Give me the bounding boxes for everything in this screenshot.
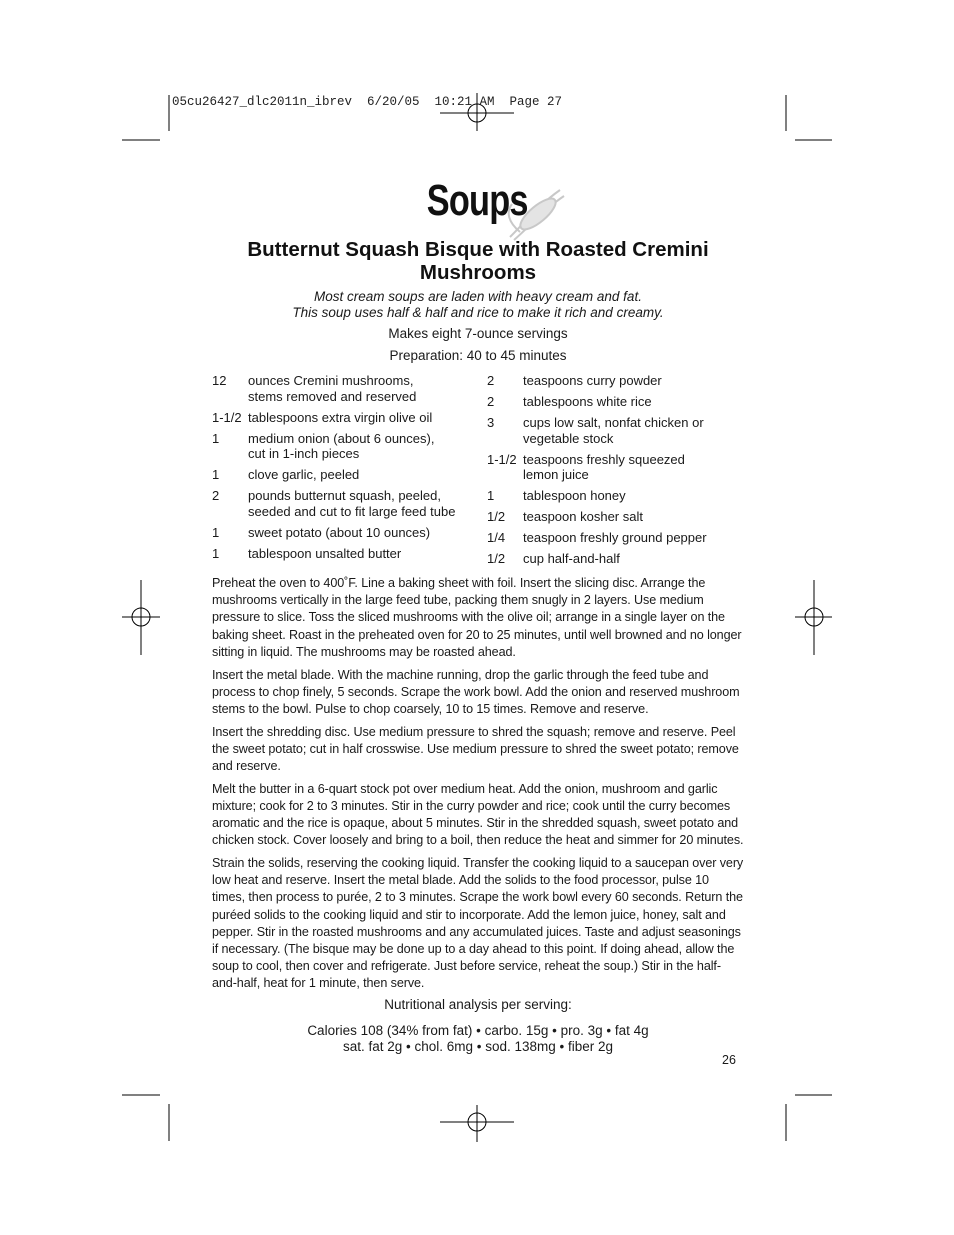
ingredient-text: pounds butternut squash, peeled, — [248, 488, 441, 503]
ingredient-item — [487, 452, 757, 483]
ingredient-item — [212, 546, 482, 562]
recipe-title — [212, 238, 744, 284]
ingredient-text: cut in 1-inch pieces — [248, 446, 360, 461]
instruction-paragraph: Insert the shredding disc. Use medium pressure to shred the squash; remove and reserve. Peel the sweet potato; cut in half crosswise. Use medium pressure to shred the sweet potato; remove and reserve. — [212, 724, 739, 774]
ingredient-qty: 1 — [212, 430, 220, 446]
ingredient-item — [212, 488, 482, 519]
ingredient-qty: 1/2 — [487, 509, 506, 524]
ingredient-qty: 1 — [487, 488, 495, 503]
ingredient-text: seeded and cut to fit large feed tube — [248, 503, 456, 519]
ingredient-text: teaspoons curry powder — [523, 373, 662, 388]
ingredient-item — [487, 530, 757, 546]
registration-mark-icon — [440, 1105, 514, 1142]
recipe-title-line: Mushrooms — [419, 261, 537, 284]
ingredients-left-column — [212, 373, 482, 567]
ingredient-item — [487, 509, 757, 525]
ingredient-item — [212, 431, 482, 462]
registration-mark-icon — [795, 580, 832, 655]
ingredient-qty: 2 — [212, 488, 220, 503]
ingredient-text: tablespoons extra virgin olive oil — [248, 409, 433, 425]
ingredient-text: cups low salt, nonfat chicken or — [523, 415, 704, 430]
recipe-yield: Makes eight 7-ounce servings — [388, 326, 568, 341]
ingredient-item — [212, 373, 482, 404]
instruction-paragraph: Melt the butter in a 6-quart stock pot over medium heat. Add the onion, mushroom and garlic mixture; cook for 2 to 3 minutes. Stir in the curry powder and rice; cook until the curry becomes aromatic and the rice is opaque, about 5 minutes. Stir in the shredded squash, sweet potato and chicken stock. Cover loosely and bring to a boil, then reduce the heat and simmer for 20 minutes. — [212, 781, 744, 848]
ingredient-text: vegetable stock — [523, 430, 614, 446]
ingredient-text: teaspoon freshly ground pepper — [523, 530, 707, 545]
ingredient-text: lemon juice — [523, 467, 589, 482]
page-number: 26 — [722, 1053, 736, 1067]
ingredient-qty: 1-1/2 — [212, 409, 242, 425]
ingredient-text: medium onion (about 6 ounces), — [248, 430, 435, 446]
nutrition-facts — [212, 1023, 744, 1055]
ingredient-qty: 1 — [212, 524, 220, 540]
instruction-paragraph: Strain the solids, reserving the cooking liquid. Transfer the cooking liquid to a saucepan over very low heat and reserve. Insert the metal blade. Add the solids to the food processor, pulse 10 times, then process to purée, 2 to 3 minutes. Scrape the work bowl every 60 seconds. Return the puréed solids to the cooking liquid and stir to incorporate. Add the lemon juice, honey, salt and pepper. Stir in the roasted mushrooms and any accumulated juices. Taste and adjust seasonings if necessary. (The bisque may be done up to a day ahead to this point. If doing ahead, allow the soup to cool, then cover and refrigerate. Just before service, reheat the soup.) Stir in the half-and-half, heat for 1 minute, then serve. — [212, 856, 744, 991]
ingredient-item — [487, 551, 757, 567]
registration-mark-icon — [122, 580, 160, 655]
ingredient-qty: 1 — [212, 545, 220, 561]
ingredient-qty: 1/2 — [487, 551, 506, 566]
ingredient-item — [487, 488, 757, 504]
ingredient-qty: 1 — [212, 467, 220, 482]
ingredient-item — [212, 525, 482, 541]
ingredient-text: tablespoon unsalted butter — [248, 545, 402, 561]
nutrition-heading: Nutritional analysis per serving: — [384, 997, 572, 1012]
ingredient-qty: 2 — [487, 394, 495, 409]
ingredient-item — [212, 467, 482, 483]
ingredient-text: teaspoon kosher salt — [523, 509, 643, 524]
ingredient-text: ounces Cremini mushrooms, — [248, 373, 414, 388]
ingredient-qty: 3 — [487, 415, 495, 430]
intro-line: Most cream soups are laden with heavy cream and fat. — [314, 289, 642, 304]
nutrition-line: Calories 108 (34% from fat) • carbo. 15g • pro. 3g • fat 4g — [307, 1023, 649, 1038]
recipe-intro — [212, 289, 744, 320]
ingredient-qty: 2 — [487, 373, 495, 388]
instruction-paragraph: Preheat the oven to 400˚F. Line a baking sheet with foil. Insert the slicing disc. Arrange the mushrooms vertically in the large feed tube, packing them snugly in 2 layers. Use medium pressure to slice. Toss the sliced mushrooms with the olive oil; arrange in a single layer on the baking sheet. Roast in the preheated oven for 20 to 25 minutes, until well browned and no longer sitting in liquid. The mushrooms may be roasted ahead. — [212, 576, 742, 659]
ingredient-text: clove garlic, peeled — [248, 467, 360, 482]
instruction-paragraph: Insert the metal blade. With the machine running, drop the garlic through the feed tube and process to chop finely, 5 seconds. Scrape the work bowl. Add the onion and reserved mushroom stems to the bowl. Pulse to chop coarsely, 10 to 15 times. Remove and reserve. — [212, 667, 740, 716]
recipe-prep-time: Preparation: 40 to 45 minutes — [389, 348, 567, 363]
print-slug: 05cu26427_dlc2011n_ibrev 6/20/05 10:21 AM Page 27 — [172, 95, 563, 109]
ingredient-qty: 1/4 — [487, 530, 506, 545]
ingredient-qty: 12 — [212, 373, 227, 388]
ingredient-item — [487, 415, 757, 446]
ingredient-item — [212, 410, 482, 426]
ingredient-qty: 1-1/2 — [487, 451, 517, 467]
ingredient-text: sweet potato (about 10 ounces) — [248, 524, 431, 540]
section-title: Soups — [426, 176, 528, 225]
ingredients-right-column — [487, 373, 757, 572]
ingredient-text: cup half-and-half — [523, 551, 620, 566]
ingredient-text: tablespoon honey — [523, 488, 626, 503]
ingredient-text: stems removed and reserved — [248, 388, 417, 404]
ingredient-item — [487, 373, 757, 389]
nutrition-line: sat. fat 2g • chol. 6mg • sod. 138mg • fiber 2g — [342, 1039, 614, 1054]
ingredient-text: tablespoons white rice — [523, 394, 652, 409]
recipe-title-line: Butternut Squash Bisque with Roasted Cremini — [247, 238, 709, 261]
recipe-instructions — [212, 575, 744, 998]
ingredient-item — [487, 394, 757, 410]
ingredient-text: teaspoons freshly squeezed — [523, 451, 685, 467]
intro-line: This soup uses half & half and rice to make it rich and creamy. — [292, 304, 664, 320]
